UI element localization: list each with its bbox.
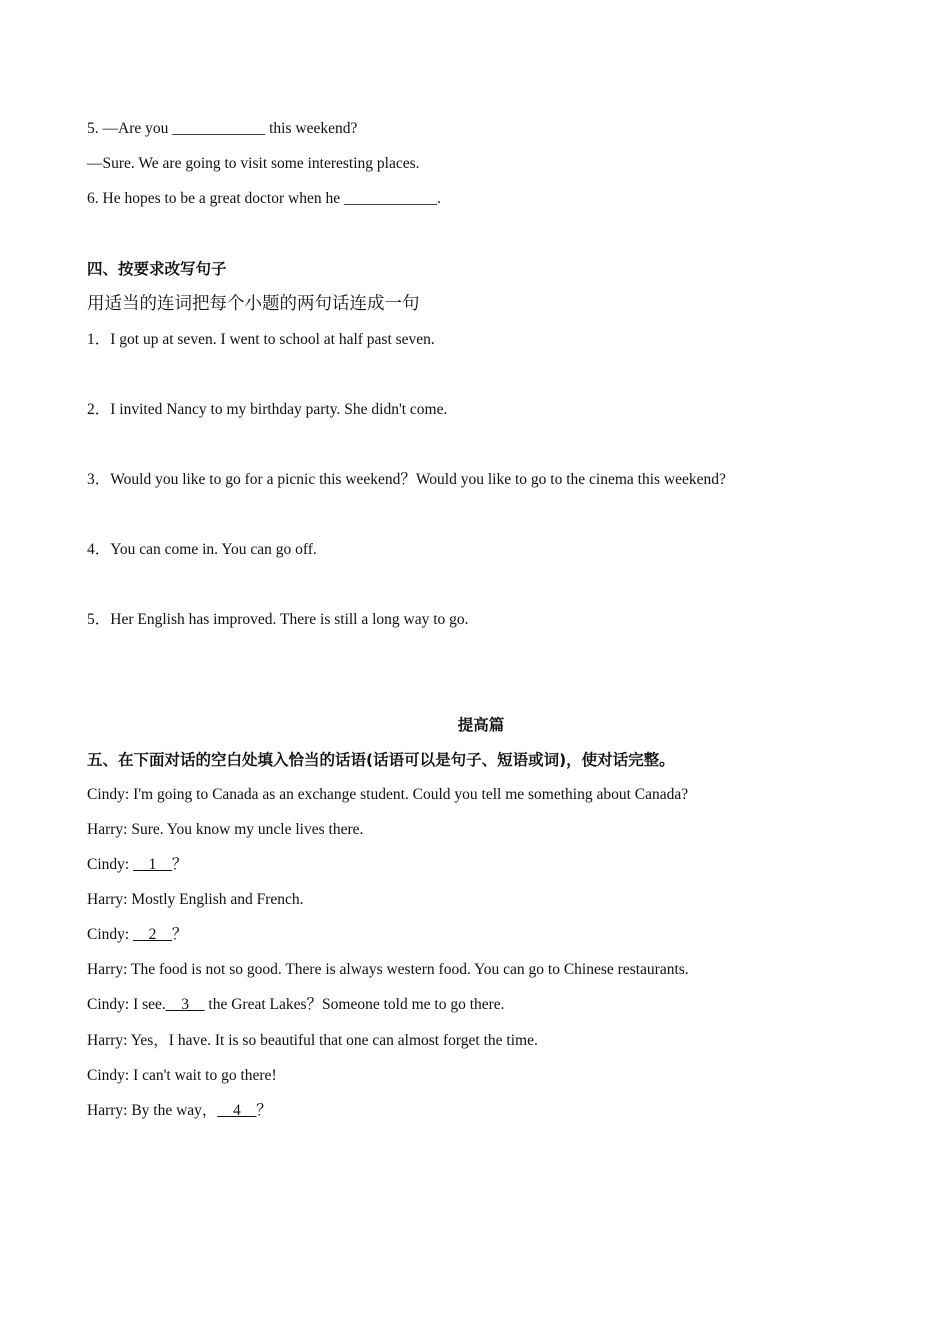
rewrite-item-1: 1．I got up at seven. I went to school at half past seven. <box>87 331 435 348</box>
blank-4: __4__ <box>217 1102 257 1119</box>
dialogue-text: the Great Lakes？Someone told me to go there. <box>204 996 505 1013</box>
rewrite-item-5: 5．Her English has improved. There is still a long way to go. <box>87 611 469 628</box>
dialogue-line-4: Harry: Mostly English and French. <box>87 891 304 908</box>
question-mark: ？ <box>171 856 188 873</box>
rewrite-item-4: 4．You can come in. You can go off. <box>87 541 317 558</box>
dialogue-speaker: Cindy: I see. <box>87 996 166 1013</box>
section-4-instruction: 用适当的连词把每个小题的两句话连成一句 <box>87 294 420 314</box>
dialogue-line-2: Harry: Sure. You know my uncle lives there. <box>87 821 364 838</box>
blank-3: __3__ <box>165 996 205 1013</box>
dialogue-line-1: Cindy: I'm going to Canada as an exchange student. Could you tell me something about Canada? <box>87 786 689 803</box>
question-6-line: 6. He hopes to be a great doctor when he ____________. <box>87 190 441 207</box>
dialogue-line-10 <box>87 1101 272 1121</box>
question-mark: ？ <box>256 1102 272 1119</box>
question-5-answer-line: —Sure. We are going to visit some interesting places. <box>87 155 420 172</box>
blank-1: __1__ <box>133 856 172 873</box>
section-4-heading: 四、按要求改写句子 <box>87 260 227 278</box>
blank-2: __2__ <box>133 926 172 943</box>
dialogue-speaker: Cindy: <box>87 856 134 873</box>
dialogue-line-8: Harry: Yes，I have. It is so beautiful that one can almost forget the time. <box>87 1032 538 1049</box>
dialogue-line-9: Cindy: I can't wait to go there! <box>87 1067 277 1084</box>
rewrite-item-3: 3．Would you like to go for a picnic this weekend？Would you like to go to the cinema this weekend? <box>87 471 726 488</box>
dialogue-line-3 <box>87 855 187 875</box>
dialogue-line-5 <box>87 925 187 945</box>
dialogue-speaker: Cindy: <box>87 926 134 943</box>
question-5-line: 5. —Are you ____________ this weekend? <box>87 120 358 137</box>
advanced-section-title: 提高篇 <box>457 716 505 734</box>
dialogue-line-7 <box>87 995 505 1015</box>
rewrite-item-2: 2．I invited Nancy to my birthday party. She didn't come. <box>87 401 448 418</box>
dialogue-speaker: Harry: By the way， <box>87 1102 218 1119</box>
dialogue-line-6: Harry: The food is not so good. There is always western food. You can go to Chinese restaurants. <box>87 961 689 978</box>
question-mark: ？ <box>171 926 188 943</box>
section-5-heading: 五、在下面对话的空白处填入恰当的话语(话语可以是句子、短语或词)，使对话完整。 <box>87 751 675 769</box>
